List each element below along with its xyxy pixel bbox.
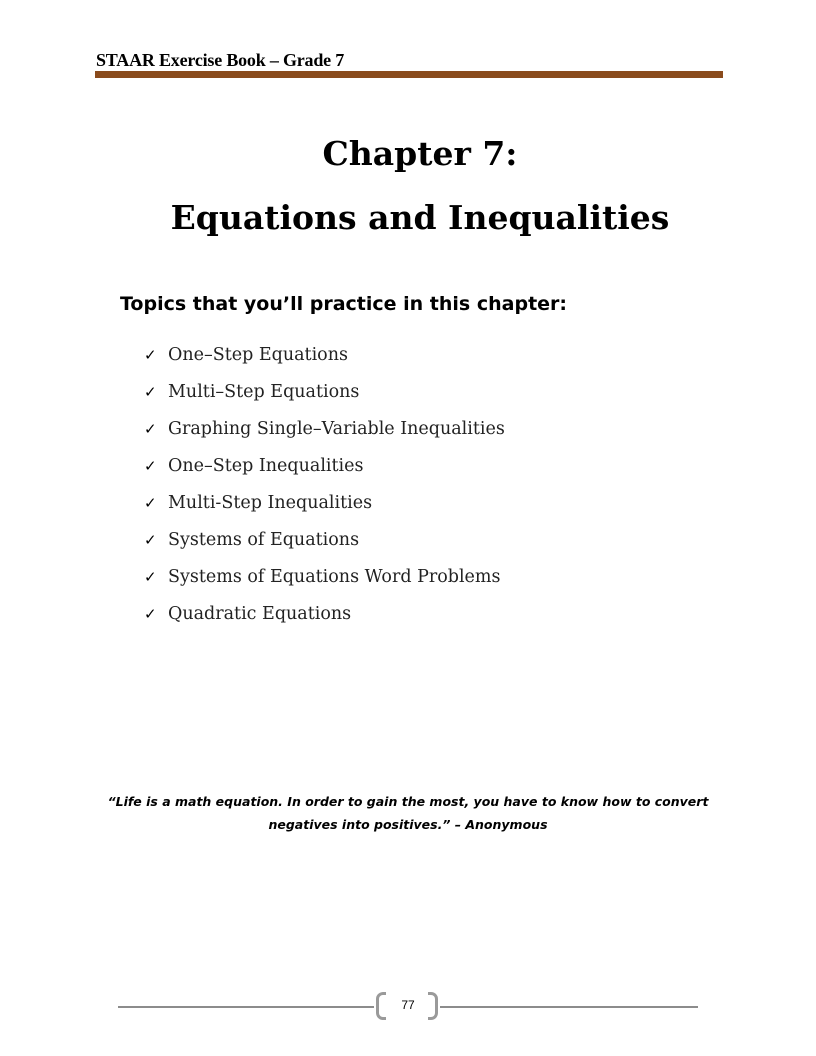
chapter-title: Equations and Inequalities <box>170 198 670 237</box>
topic-label: Systems of Equations Word Problems <box>168 566 501 587</box>
topics-heading: Topics that you’ll practice in this chapter: <box>120 293 568 315</box>
list-item <box>144 410 505 447</box>
footer-rule-right <box>440 1006 698 1008</box>
topic-label: Multi-Step Inequalities <box>168 492 373 513</box>
list-item <box>144 484 505 521</box>
topic-label: Systems of Equations <box>168 529 360 550</box>
list-item <box>144 373 505 410</box>
checkmark-icon: ✓ <box>144 382 157 401</box>
list-item <box>144 447 505 484</box>
chapter-quote <box>96 790 720 836</box>
topic-label: Quadratic Equations <box>168 603 352 624</box>
topic-label: Graphing Single–Variable Inequalities <box>168 418 505 439</box>
quote-line-2: negatives into positives.” – Anonymous <box>268 817 548 832</box>
checkmark-icon: ✓ <box>144 530 157 549</box>
right-bracket-icon <box>428 992 438 1020</box>
topic-label: Multi–Step Equations <box>168 381 360 402</box>
footer-rule-left <box>118 1006 374 1008</box>
list-item <box>144 336 505 373</box>
topic-list <box>144 336 505 632</box>
checkmark-icon: ✓ <box>144 419 157 438</box>
list-item <box>144 558 505 595</box>
page-number: 77 <box>401 998 415 1012</box>
header-rule <box>95 71 723 78</box>
checkmark-icon: ✓ <box>144 567 157 586</box>
running-header: STAAR Exercise Book – Grade 7 <box>96 50 345 70</box>
quote-line-1: “Life is a math equation. In order to gain the most, you have to know how to convert <box>107 794 709 809</box>
list-item <box>144 595 505 632</box>
checkmark-icon: ✓ <box>144 456 157 475</box>
left-bracket-icon <box>376 992 386 1020</box>
list-item <box>144 521 505 558</box>
chapter-number: Chapter 7: <box>322 134 518 173</box>
topic-label: One–Step Equations <box>168 344 348 365</box>
checkmark-icon: ✓ <box>144 345 157 364</box>
checkmark-icon: ✓ <box>144 493 157 512</box>
checkmark-icon: ✓ <box>144 604 157 623</box>
topic-label: One–Step Inequalities <box>168 455 364 476</box>
